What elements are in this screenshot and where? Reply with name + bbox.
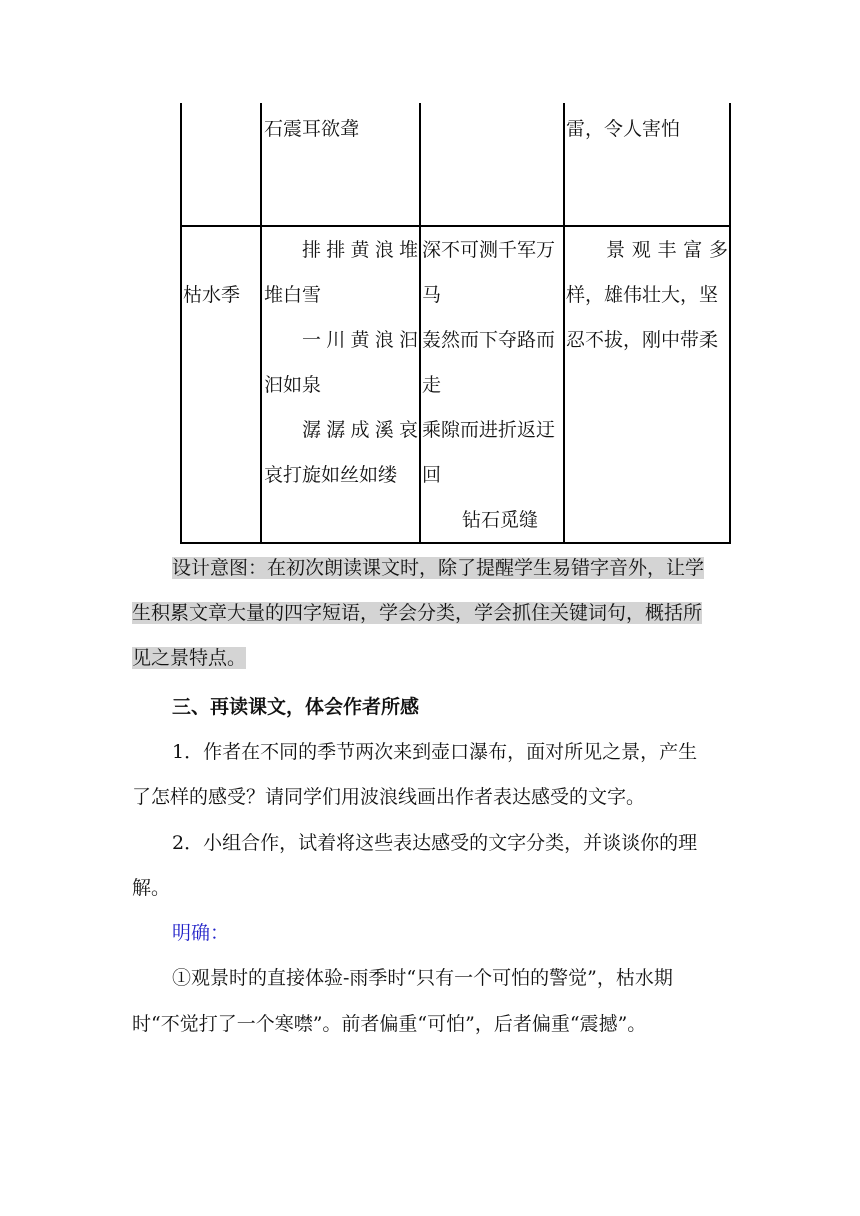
feeling-line: 景观丰富多 [606, 239, 728, 261]
answer-1-line: 时“不觉打了一个寒噤”。前者偏重“可怕”，后者偏重“震撼”。 [132, 1013, 647, 1035]
table-cell-season [183, 273, 240, 318]
design-note-line: 生积累文章大量的四字短语，学会分类，学会抓住关键词句，概括所 [132, 602, 703, 624]
action-line: 轰然而下夺路而 [422, 329, 556, 351]
action-line: 回 [422, 464, 442, 486]
phrase-line: 汩如泉 [264, 374, 322, 396]
question-2-line: 2．小组合作，试着将这些表达感受的文字分类，并谈谈你的理 [172, 832, 698, 854]
phrase-line: 堆白雪 [264, 284, 322, 306]
action-line: 乘隙而进折返迂 [422, 419, 556, 441]
phrase-line: 哀打旋如丝如缕 [264, 464, 398, 486]
table-row-divider [180, 225, 731, 227]
table-divider-1 [260, 103, 262, 544]
phrase-line: 一川黄浪汩 [302, 329, 418, 351]
design-note-line: 见之景特点。 [132, 647, 247, 669]
design-note [132, 546, 704, 681]
table-cell-phrases [264, 228, 418, 498]
question-2-line: 解。 [132, 877, 171, 899]
phrase-line: 潺潺成溪哀 [302, 419, 418, 441]
table-border-left [180, 103, 182, 544]
section-heading: 三、再读课文，体会作者所感 [172, 696, 420, 718]
action-line: 钻石觅缝 [462, 509, 539, 531]
action-line: 深不可测千军万 [422, 239, 556, 261]
action-line: 马 [422, 284, 442, 306]
cell-text: 石震耳欲聋 [264, 118, 360, 140]
answer-label: 明确： [172, 922, 230, 944]
table-border-right [729, 103, 731, 544]
action-line: 走 [422, 374, 442, 396]
design-note-line: 设计意图：在初次朗读课文时，除了提醒学生易错字音外，让学 [172, 557, 705, 579]
feeling-line: 样，雄伟壮大，坚 [566, 284, 719, 306]
table-cell-feeling [566, 228, 728, 363]
table-cell-feeling-cont [566, 107, 680, 152]
table-cell-actions [422, 228, 564, 543]
season-label: 枯水季 [183, 284, 241, 306]
scenery-table [180, 103, 731, 544]
table-divider-2 [419, 103, 421, 544]
feeling-line: 忍不拔，刚中带柔 [566, 329, 719, 351]
question-1-line: 1．作者在不同的季节两次来到壶口瀑布，面对所见之景，产生 [172, 741, 698, 763]
cell-text: 雷，令人害怕 [566, 118, 681, 140]
table-cell-phrases-cont [264, 107, 359, 152]
answer-1-line: ①观景时的直接体验-雨季时“只有一个可怕的警觉”，枯水期 [172, 967, 673, 989]
phrase-line: 排排黄浪堆 [302, 239, 418, 261]
question-1-line: 了怎样的感受？请同学们用波浪线画出作者表达感受的文字。 [132, 786, 646, 808]
